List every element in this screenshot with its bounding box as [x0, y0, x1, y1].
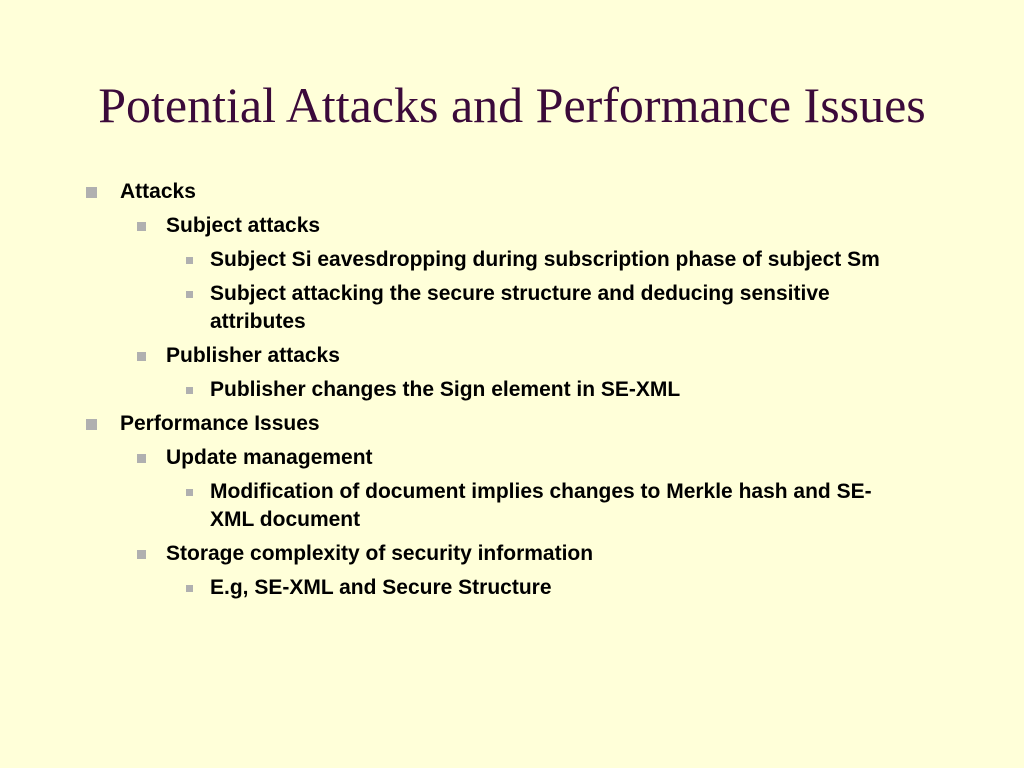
- bullet-text: Modification of document implies changes to Merkle hash and SE-XML document: [210, 480, 872, 531]
- bullet-text: Attacks: [120, 180, 196, 203]
- bullet-text: Publisher attacks: [166, 344, 340, 367]
- square-bullet-icon: [186, 585, 193, 592]
- bullet-list: [0, 178, 1024, 608]
- bullet-item-update-management: [166, 444, 976, 472]
- bullet-item-eavesdropping: [210, 246, 910, 274]
- square-bullet-icon: [186, 489, 193, 496]
- bullet-item-subject-attacks: [166, 212, 976, 240]
- square-bullet-icon: [86, 419, 97, 430]
- bullet-text: Subject attacking the secure structure and deducing sensitive attributes: [210, 282, 830, 333]
- bullet-text: Update management: [166, 446, 373, 469]
- bullet-item-attacks: [120, 178, 980, 206]
- square-bullet-icon: [137, 454, 146, 463]
- square-bullet-icon: [186, 291, 193, 298]
- bullet-text: Subject Si eavesdropping during subscription phase of subject Sm: [210, 248, 880, 271]
- bullet-item-secure-structure-attack: [210, 280, 910, 336]
- bullet-item-storage-complexity: [166, 540, 976, 568]
- bullet-item-performance-issues: [120, 410, 980, 438]
- bullet-item-example: [210, 574, 910, 602]
- bullet-text: Performance Issues: [120, 412, 320, 435]
- bullet-text: Storage complexity of security information: [166, 542, 594, 565]
- square-bullet-icon: [137, 550, 146, 559]
- bullet-item-publisher-attacks: [166, 342, 976, 370]
- bullet-text: Publisher changes the Sign element in SE-XML: [210, 378, 681, 401]
- bullet-item-sign-element: [210, 376, 910, 404]
- square-bullet-icon: [137, 352, 146, 361]
- square-bullet-icon: [86, 187, 97, 198]
- square-bullet-icon: [137, 222, 146, 231]
- bullet-text: E.g, SE-XML and Secure Structure: [210, 576, 552, 599]
- square-bullet-icon: [186, 387, 193, 394]
- slide-title: Potential Attacks and Performance Issues: [98, 77, 926, 133]
- bullet-text: Subject attacks: [166, 214, 321, 237]
- bullet-item-document-modification: [210, 478, 910, 534]
- square-bullet-icon: [186, 257, 193, 264]
